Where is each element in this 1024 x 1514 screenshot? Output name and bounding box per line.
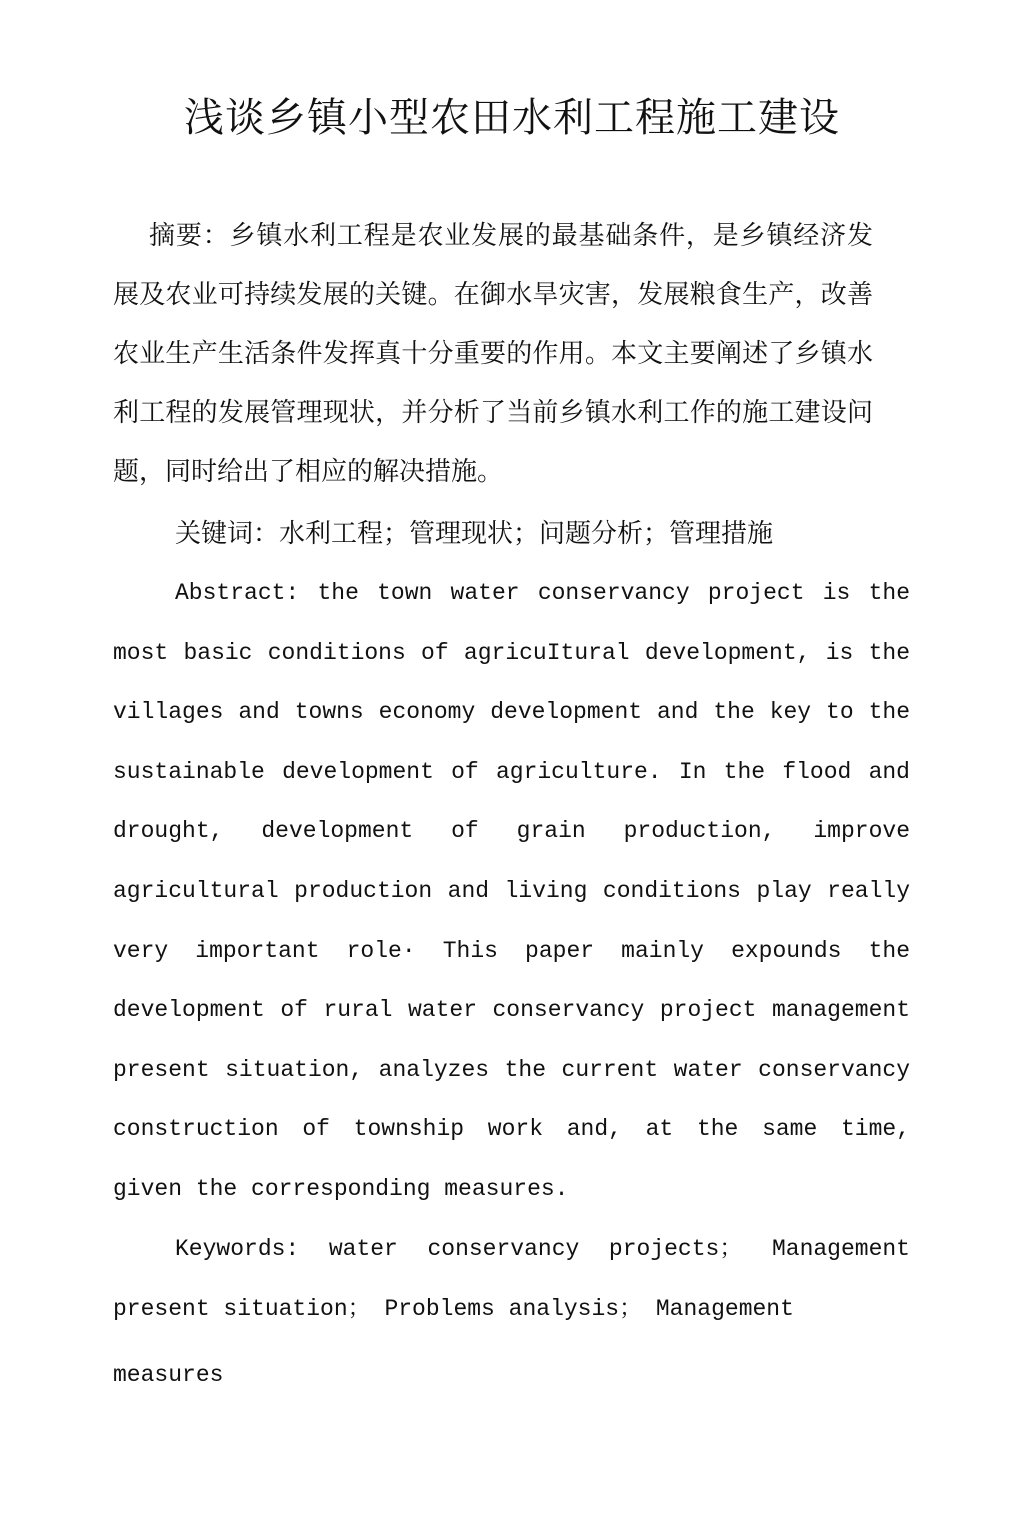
document-title: 浅谈乡镇小型农田水利工程施工建设 <box>184 95 840 141</box>
chinese-abstract: 摘要：乡镇水利工程是农业发展的最基础条件，是乡镇经济发展及农业可持续发展的关键。在御水旱灾害，发展粮食生产，改善农业生产生活条件发挥真十分重要的作用。本文主要阐述了乡镇水利工程的发展管理现状，并分析了当前乡镇水利工作的施工建设问题，同时给出了相应的解决措施。 <box>113 221 873 487</box>
english-keywords: Keywords: water conservancy projects； Management present situation； Problems analysis； Management <box>113 1236 910 1322</box>
chinese-keywords: 关键词：水利工程；管理现状；问题分析；管理措施 <box>175 519 774 549</box>
english-abstract: Abstract: the town water conservancy project is the most basic conditions of agricuItural development, is the villages and towns economy development and the key to the sustainable development of agriculture. In the flood and drought, development of grain production, improve agricultural production and living conditions play really very important role· This paper mainly expounds the development of rural water conservancy project management present situation, analyzes the current water conservancy construction of township work and, at the same time, given the corresponding measures. <box>113 580 910 1202</box>
english-keywords-tail: measures <box>113 1362 224 1388</box>
